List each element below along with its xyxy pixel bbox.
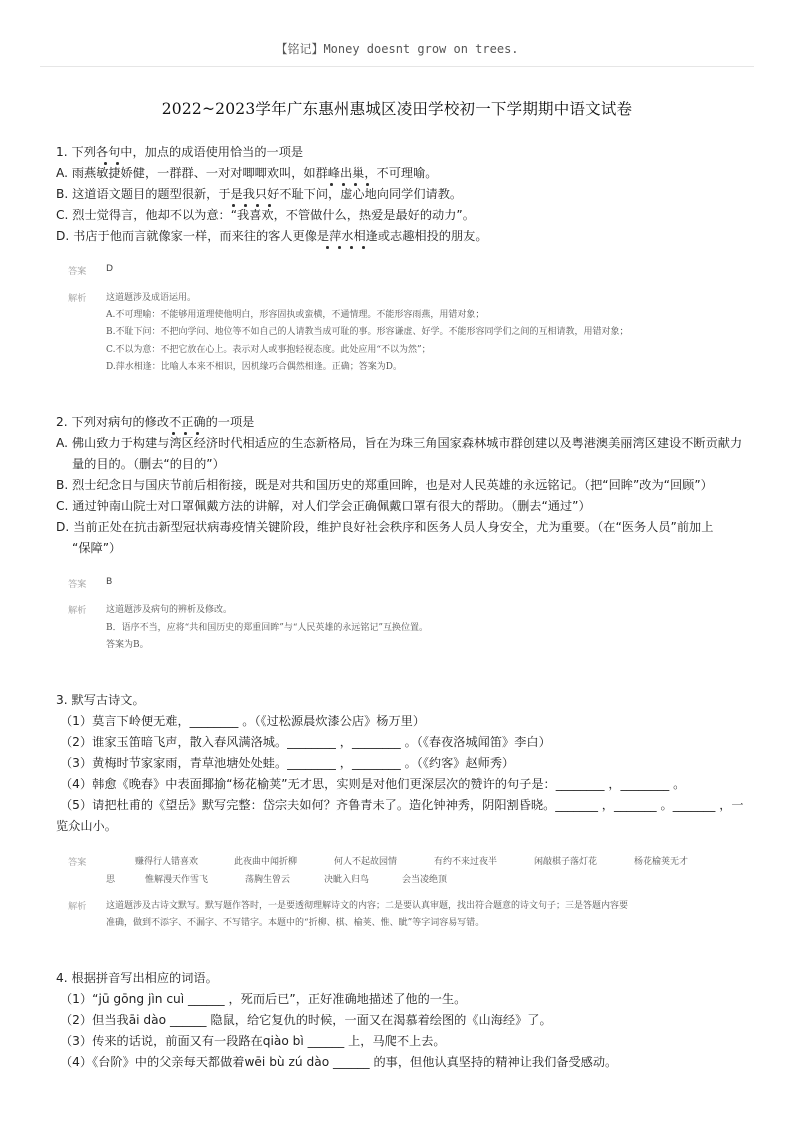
emphasis-dot	[350, 246, 353, 249]
q1-analysis-line: D.萍水相逢：比喻人本来不相识，因机缘巧合偶然相逢。正确；答案为D。	[106, 362, 402, 372]
q3-answer-item: 会当凌绝顶	[402, 875, 448, 885]
q2-option-d-cont: “保障”）	[72, 541, 122, 555]
q3-answer-item: 闲敲棋子落灯花	[534, 857, 598, 867]
q2-analysis-label: 解析	[68, 605, 87, 616]
q1-option-c: C. 烈士觉得言，他却不以为意：“我喜欢，不管做什么，热爱是最好的动力”。	[56, 208, 475, 222]
q3-answer-item: 思	[106, 875, 116, 885]
q3-answer-item: 惟解漫天作雪飞	[145, 875, 209, 885]
q3-answer-item: 赚得行人错喜欢	[135, 857, 199, 867]
emphasis-dot	[326, 246, 329, 249]
q3-item-5: （5）请把杜甫的《望岳》默写完整：岱宗夫如何？齐鲁青未了。造化钟神秀，阴阳割昏晓。_______ ，_______ 。_______ ，一	[60, 798, 744, 812]
q3-item-3: （3）黄梅时节家家雨，青草池塘处处蛙。________ ，________ 。（《约客》赵师秀）	[60, 756, 515, 770]
q1-answer-label: 答案	[68, 266, 87, 277]
q2-analysis-line: B．语序不当，应将“共和国历史的郑重回眸”与“人民英雄的永远铭记”互换位置。	[106, 623, 429, 633]
header-divider	[40, 66, 754, 67]
q2-option-c: C. 通过钟南山院士对口罩佩戴方法的讲解，对人们学会正确佩戴口罩有很大的帮助。（删去“通过”）	[56, 499, 591, 513]
q3-answer-item: 何人不起故园情	[334, 857, 398, 867]
q3-answer-label: 答案	[68, 857, 87, 868]
q2-option-a: A. 佛山致力于构建与湾区经济时代相适应的生态新格局，旨在为珠三角国家森林城市群创建以及粤港澳美丽湾区建设不断贡献力	[56, 436, 743, 450]
q1-option-a: A. 雨燕敏捷娇健，一群群、一对对唧唧欢叫，如群峰出巢，不可理喻。	[56, 166, 438, 180]
q1-analysis-line: B.不耻下问：不把向学问、地位等不如自己的人请教当成可耻的事。形容谦虚、好学。不能形容同学们之间的互相请教，用错对象；	[106, 327, 629, 337]
q1-analysis-line: C.不以为意：不把它放在心上。表示对人或事抱轻视态度。此处应用“不以为然”；	[106, 345, 431, 355]
q4-stem: 4. 根据拼音写出相应的词语。	[56, 971, 218, 985]
q3-answer-item: 决眦入归鸟	[324, 875, 370, 885]
q3-analysis-label: 解析	[68, 901, 87, 912]
q4-item-2: （2）但当我āi dào ______ 隐鼠，给它复仇的时候，一面又在渴慕着绘图的《山海经》了。	[60, 1013, 552, 1027]
q1-analysis-line: A.不可理喻：不能够用道理使他明白，形容固执或蛮横，不通情理。不能形容雨燕，用错对象；	[106, 310, 485, 320]
q3-answer-item: 有约不来过夜半	[434, 857, 498, 867]
q2-option-d: D. 当前正处在抗击新型冠状病毒疫情关键阶段，维护良好社会秩序和医务人员人身安全，尤为重要。（在“医务人员”前加上	[56, 520, 714, 534]
q1-stem: 1. 下列各句中，加点的成语使用恰当的一项是	[56, 145, 304, 159]
emphasis-dot	[362, 246, 365, 249]
q3-item-4: （4）韩愈《晚春》中表面揶揄“杨花榆荚”无才思，实则是对他们更深层次的赞许的句子是：________ ，________ 。	[60, 777, 686, 791]
q3-answer-item: 荡胸生曾云	[245, 875, 291, 885]
q1-analysis-label: 解析	[68, 293, 87, 304]
q2-answer-value: B	[106, 576, 113, 587]
q4-item-3: （3）传来的话说，前面又有一段路在qiào bì ______ 上，马爬不上去。	[60, 1034, 446, 1048]
q3-analysis-line: 准确，做到不添字、不漏字、不写错字。本题中的“折柳、棋、榆荚、惟、眦”等字词容易写错。	[106, 918, 485, 928]
q3-answer-item: 此夜曲中闻折柳	[234, 857, 298, 867]
q4-item-1: （1）“jū gōng jìn cuì ______ ，死而后已”，正好准确地描述了他的一生。	[60, 992, 467, 1006]
q1-answer-value: D	[106, 263, 114, 274]
q2-analysis-line: 这道题涉及病句的辨析及修改。	[106, 605, 233, 615]
q3-item-1: （1）莫言下岭便无难，________ 。（《过松源晨炊漆公店》杨万里）	[60, 714, 426, 728]
q3-item-2: （2）谁家玉笛暗飞声，散入春风满洛城。________ ，________ 。（《春夜洛城闻笛》李白）	[60, 735, 551, 749]
q1-analysis-line: 这道题涉及成语运用。	[106, 293, 197, 303]
q3-analysis-line: 这道题涉及古诗文默写。默写题作答时，一是要透彻理解诗文的内容；二是要认真审题，找出符合题意的诗文句子；三是答题内容要	[106, 901, 629, 911]
q2-option-a-cont: 量的目的。（删去“的目的”）	[72, 457, 225, 471]
q3-stem: 3. 默写古诗文。	[56, 693, 145, 707]
q3-item-5-cont: 览众山小。	[56, 819, 117, 833]
emphasis-dot	[338, 246, 341, 249]
page-title: 2022~2023学年广东惠州惠城区凌田学校初一下学期期中语文试卷	[161, 100, 633, 118]
q2-analysis-line: 答案为B。	[106, 640, 149, 650]
header-motto: 【铭记】Money doesnt grow on trees.	[275, 42, 519, 56]
q1-option-b: B. 这道语文题目的题型很新，于是我只好不耻下问，虚心地向同学们请教。	[56, 187, 463, 201]
q3-answer-item: 杨花榆荚无才	[634, 857, 689, 867]
q2-stem: 2. 下列对病句的修改不正确的一项是	[56, 415, 255, 429]
q2-option-b: B. 烈士纪念日与国庆节前后相衔接，既是对共和国历史的郑重回眸，也是对人民英雄的永远铭记。（把“回眸”改为“回顾”）	[56, 478, 713, 492]
q1-option-d: D. 书店于他而言就像家一样，而来往的客人更像是萍水相逢或志趣相投的朋友。	[56, 229, 488, 243]
q4-item-4: （4）《台阶》中的父亲每天都做着wēi bù zú dào ______ 的事，但他认真坚持的精神让我们备受感动。	[60, 1055, 618, 1069]
q2-answer-label: 答案	[68, 579, 87, 590]
